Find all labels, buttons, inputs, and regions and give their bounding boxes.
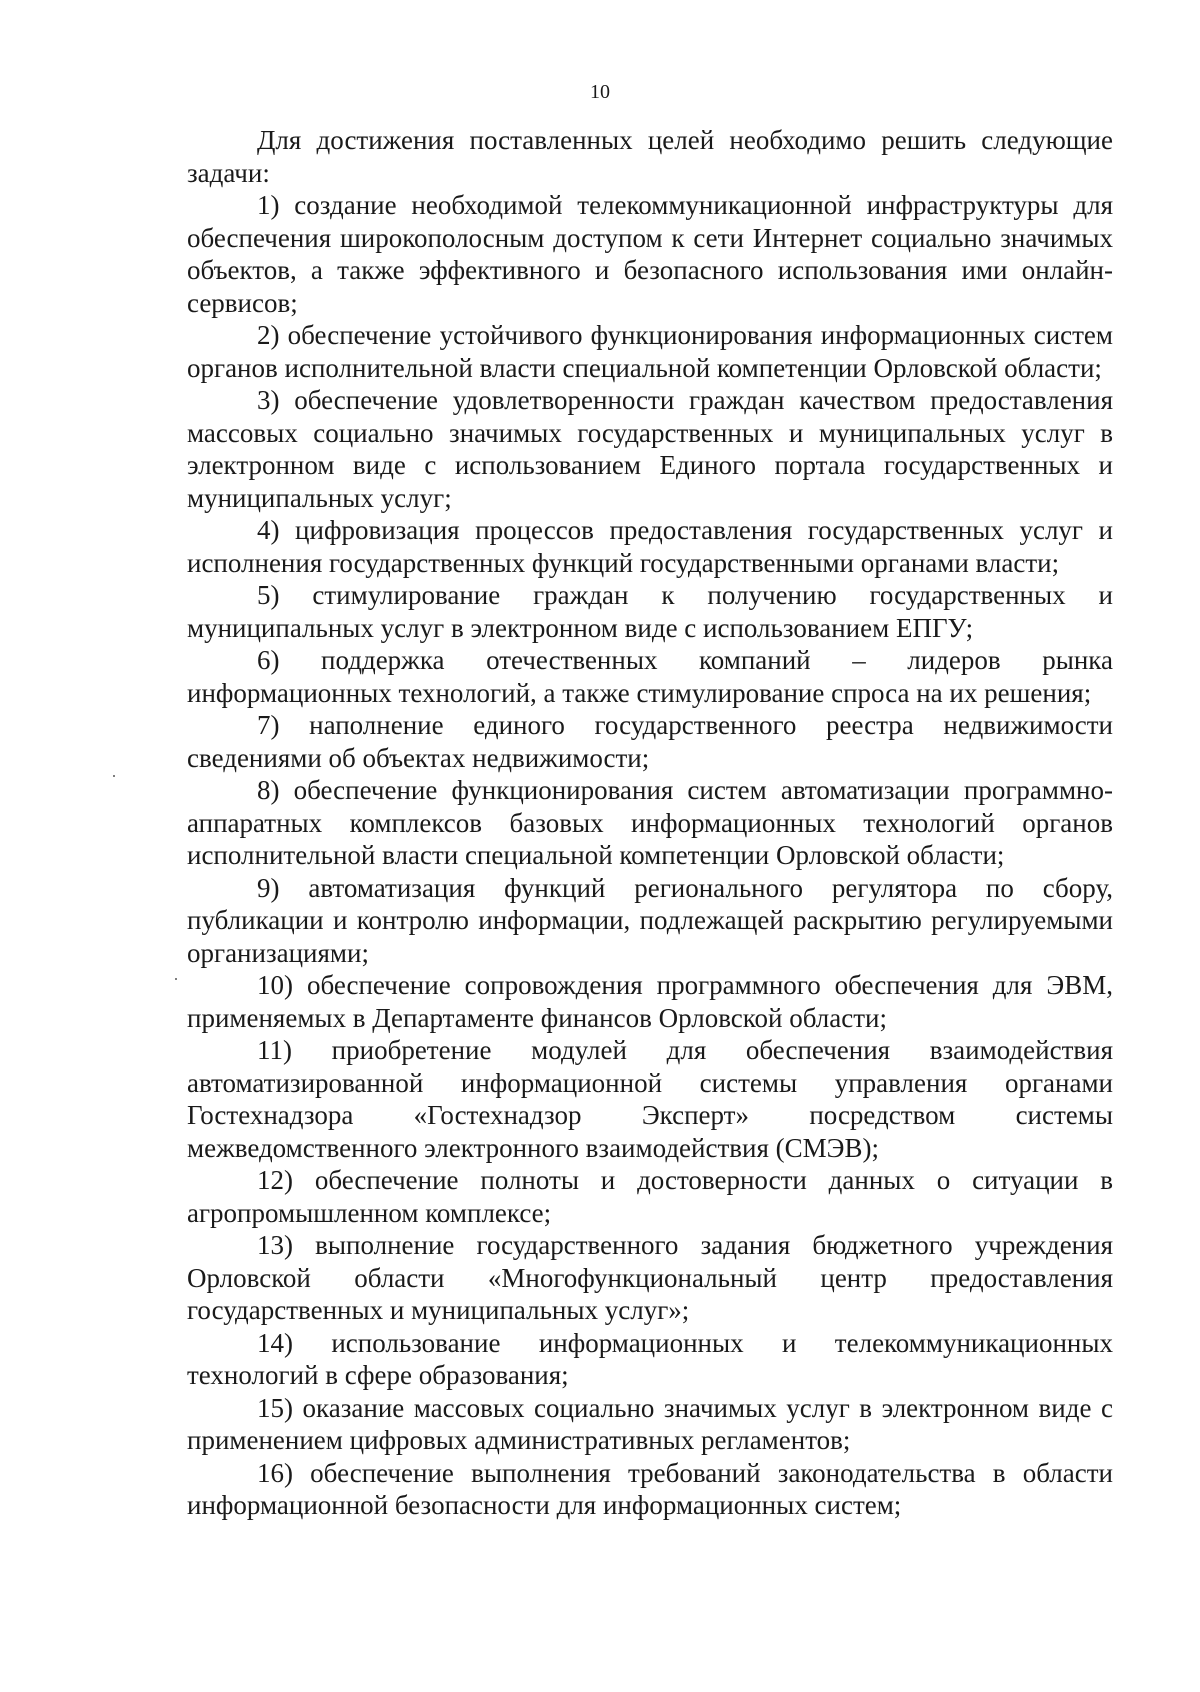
task-item-14: 14) использование информационных и телекоммуникационных технологий в сфере образования; (187, 1327, 1113, 1390)
task-item-10: 10) обеспечение сопровождения программного обеспечения для ЭВМ, применяемых в Департаменте финансов Орловской области; (187, 970, 1113, 1033)
scan-speck (175, 978, 177, 980)
task-item-9: 9) автоматизация функций регионального регулятора по сбору, публикации и контролю информации, подлежащей раскрытию регулируемыми организациями; (187, 872, 1113, 968)
document-body (187, 124, 1113, 1522)
task-item-8: 8) обеспечение функционирования систем автоматизации программно-аппаратных комплексов базовых информационных технологий органов исполнительной власти специальной компетенции Орловской области; (187, 775, 1113, 870)
task-item-11: 11) приобретение модулей для обеспечения взаимодействия автоматизированной информационной системы управления органами Гостехнадзора «Гостехнадзор Эксперт» посредством системы межведомственного электронного взаимодействия (СМЭВ); (187, 1035, 1113, 1163)
task-item-4: 4) цифровизация процессов предоставления государственных услуг и исполнения государственных функций государственными органами власти; (187, 515, 1113, 578)
task-item-7: 7) наполнение единого государственного реестра недвижимости сведениями об объектах недвижимости; (187, 710, 1113, 773)
task-item-13: 13) выполнение государственного задания бюджетного учреждения Орловской области «Многофункциональный центр предоставления государственных и муниципальных услуг»; (187, 1230, 1113, 1325)
task-item-1: 1) создание необходимой телекоммуникационной инфраструктуры для обеспечения широкополосным доступом к сети Интернет социально значимых объектов, а также эффективного и безопасного использования ими онлайн-сервисов; (187, 190, 1113, 318)
task-item-3: 3) обеспечение удовлетворенности граждан качеством предоставления массовых социально значимых государственных и муниципальных услуг в электронном виде с использованием Единого портала государственных и муниципальных услуг; (187, 385, 1113, 513)
task-item-2: 2) обеспечение устойчивого функционирования информационных систем органов исполнительной власти специальной компетенции Орловской области; (187, 320, 1113, 383)
task-item-16: 16) обеспечение выполнения требований законодательства в области информационной безопасности для информационных систем; (187, 1457, 1113, 1520)
scan-speck (113, 775, 115, 777)
task-item-5: 5) стимулирование граждан к получению государственных и муниципальных услуг в электронном виде с использованием ЕПГУ; (187, 580, 1113, 643)
task-item-12: 12) обеспечение полноты и достоверности данных о ситуации в агропромышленном комплексе; (187, 1165, 1113, 1228)
task-item-6: 6) поддержка отечественных компаний – лидеров рынка информационных технологий, а также стимулирование спроса на их решения; (187, 645, 1113, 708)
intro-paragraph: Для достижения поставленных целей необходимо решить следующие задачи: (187, 125, 1113, 188)
page-number: 10 (590, 81, 610, 103)
task-item-15: 15) оказание массовых социально значимых услуг в электронном виде с применением цифровых административных регламентов; (187, 1392, 1113, 1455)
